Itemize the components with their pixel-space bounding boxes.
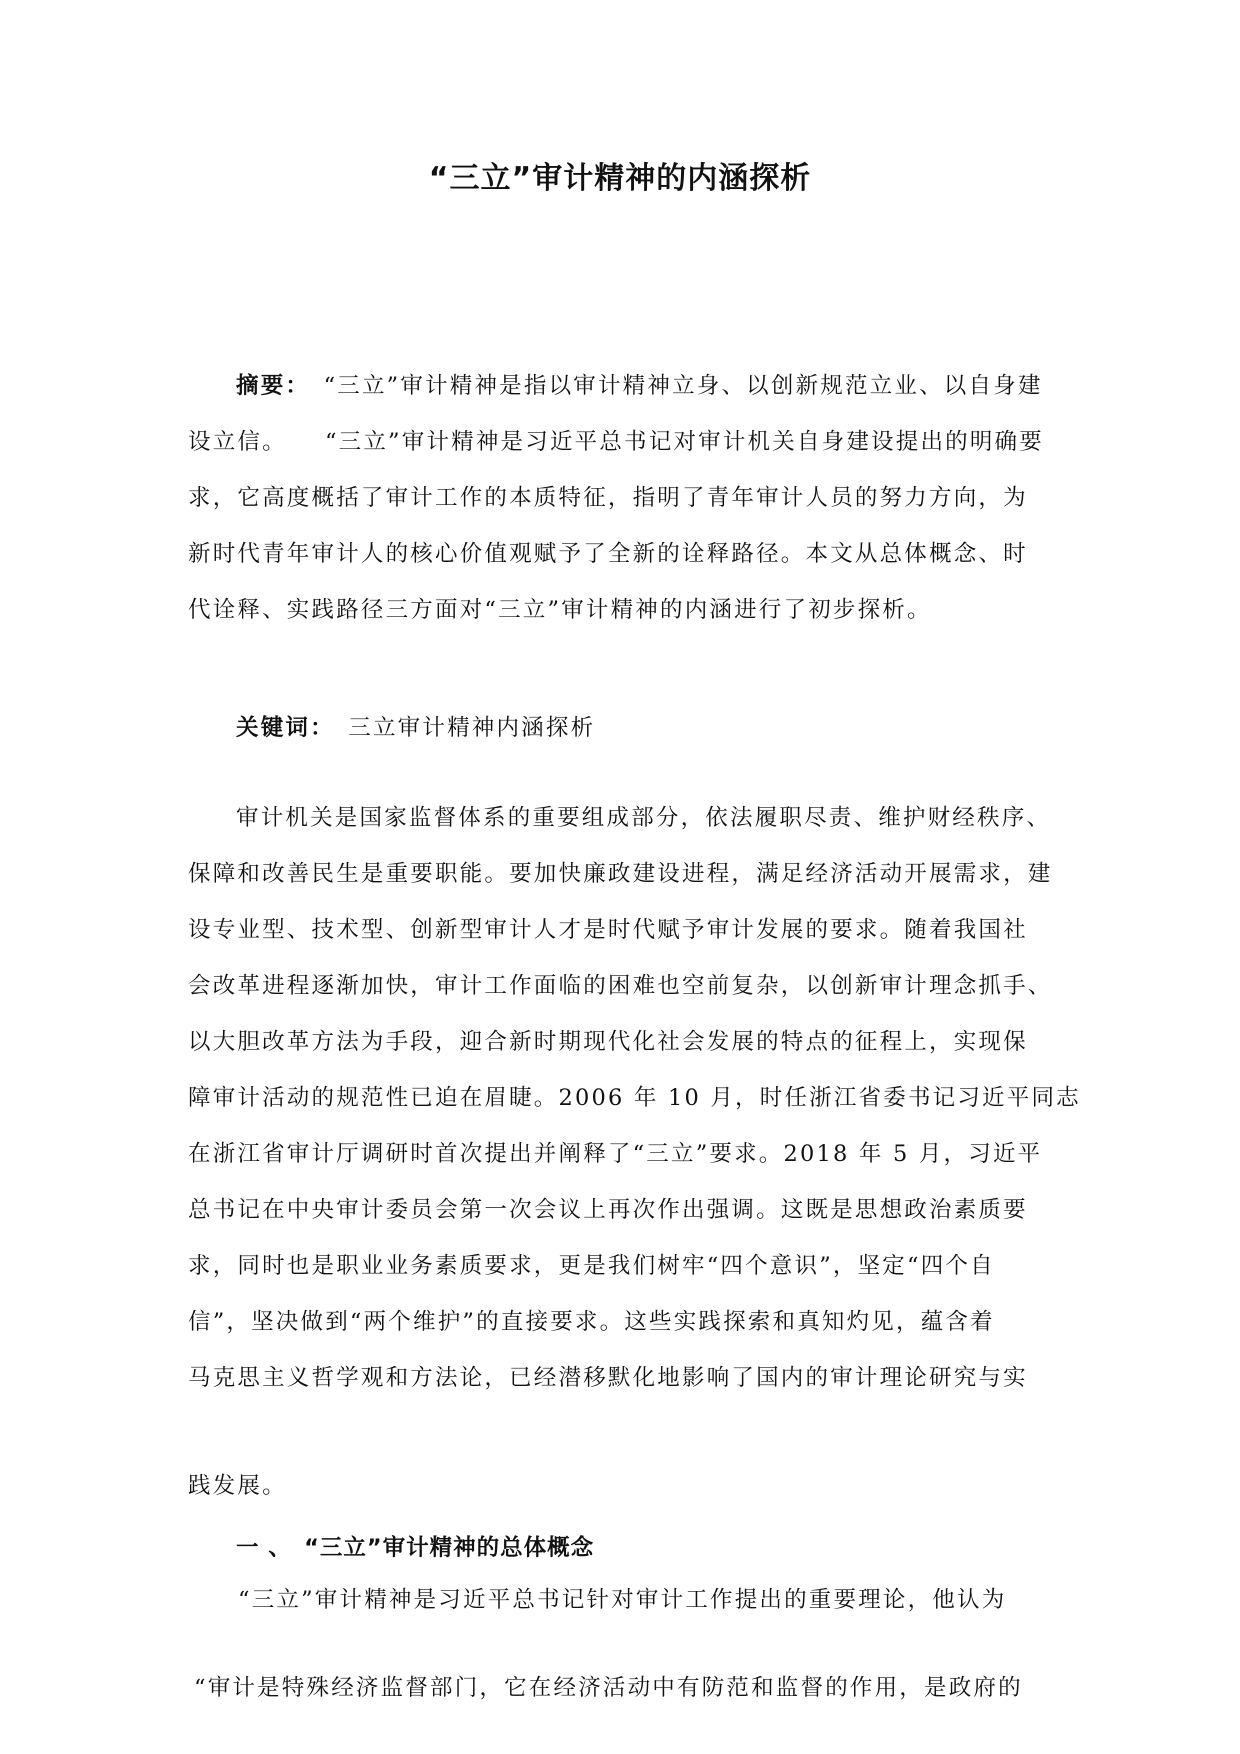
intro-tail bbox=[188, 1458, 1050, 1514]
intro-line: 马克思主义哲学观和方法论，已经潜移默化地影响了国内的审计理论研究与实 bbox=[188, 1365, 1028, 1391]
abstract-line bbox=[188, 358, 1050, 414]
intro-paragraph bbox=[188, 790, 1081, 1406]
abstract-label: 摘要： bbox=[236, 373, 299, 399]
abstract-line: 代诠释、实践路径三方面对“三立”审计精神的内涵进行了初步探析。 bbox=[188, 597, 932, 623]
keywords-line bbox=[188, 700, 1050, 756]
keywords-value: 三立审计精神内涵探析 bbox=[348, 715, 596, 741]
intro-line: 求，同时也是职业业务素质要求，更是我们树牢“四个意识”，坚定“四个自 bbox=[188, 1253, 995, 1279]
intro-line: 践发展。 bbox=[188, 1473, 287, 1499]
intro-line: 总书记在中央审计委员会第一次会议上再次作出强调。这既是思想政治素质要 bbox=[188, 1197, 1028, 1223]
intro-line: 信”，坚决做到“两个维护”的直接要求。这些实践探索和真知灼见，蕴含着 bbox=[188, 1309, 995, 1335]
intro-line: 保障和改善民生是重要职能。要加快廉政建设进程，满足经济活动开展需求，建 bbox=[188, 861, 1053, 887]
abstract-text: “三立”审计精神是指以审计精神立身、以创新规范立业、以自身建 bbox=[323, 373, 1043, 399]
intro-line: 在浙江省审计厅调研时首次提出并阐释了“三立”要求。2018 年 5 月，习近平 bbox=[188, 1141, 1043, 1167]
document-title: “三立”审计精神的内涵探析 bbox=[428, 161, 812, 196]
intro-line: 障审计活动的规范性已迫在眉睫。2006 年 10 月，时任浙江省委书记习近平同志 bbox=[188, 1085, 1081, 1111]
abstract-line: 新时代青年审计人的核心价值观赋予了全新的诠释路径。本文从总体概念、时 bbox=[188, 541, 1028, 567]
intro-line: 会改革进程逐渐加快，审计工作面临的困难也空前复杂，以创新审计理念抓手、 bbox=[188, 973, 1053, 999]
intro-line: 审计机关是国家监督体系的重要组成部分，依法履职尽责、维护财经秩序、 bbox=[236, 805, 1052, 831]
keywords-label: 关键词： bbox=[236, 715, 324, 741]
section-heading: 一 、 “三立”审计精神的总体概念 bbox=[236, 1535, 595, 1561]
keywords-paragraph bbox=[188, 700, 1050, 756]
section1-line: “三立”审计精神是习近平总书记针对审计工作提出的重要理论，他认为 bbox=[238, 1587, 1007, 1613]
section1-line: “审计是特殊经济监督部门，它在经济活动中有防范和监督的作用，是政府的 bbox=[194, 1675, 1023, 1701]
intro-line: 以大胆改革方法为手段，迎合新时期现代化社会发展的特点的征程上，实现保 bbox=[188, 1029, 1028, 1055]
abstract-paragraph bbox=[188, 358, 1050, 638]
section1-paragraph-cont bbox=[188, 1660, 1050, 1716]
section1-paragraph bbox=[188, 1572, 1050, 1628]
abstract-line: 求，它高度概括了审计工作的本质特征，指明了青年审计人员的努力方向，为 bbox=[188, 485, 1028, 511]
intro-line: 设专业型、技术型、创新型审计人才是时代赋予审计发展的要求。随着我国社 bbox=[188, 917, 1028, 943]
abstract-line: 设立信。 “三立”审计精神是习近平总书记对审计机关自身建设提出的明确要 bbox=[188, 429, 1044, 455]
